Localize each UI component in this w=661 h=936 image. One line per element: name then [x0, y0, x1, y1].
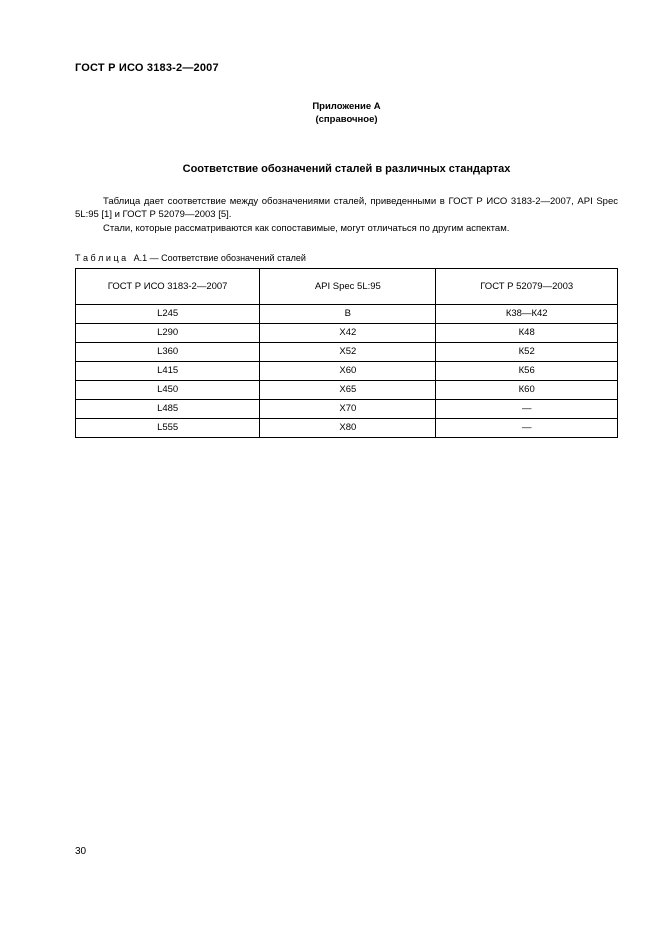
table-row [76, 342, 618, 361]
table-cell: L450 [76, 380, 260, 399]
table-cell: L485 [76, 399, 260, 418]
table-header-gost-iso: ГОСТ Р ИСО 3183-2—2007 [76, 268, 260, 304]
table-cell: К52 [436, 342, 618, 361]
table-cell: X52 [260, 342, 436, 361]
table-header-api-spec: API Spec 5L:95 [260, 268, 436, 304]
table-cell: К56 [436, 361, 618, 380]
table-cell: — [436, 399, 618, 418]
table-row [76, 323, 618, 342]
table-row [76, 418, 618, 437]
table-cell: X65 [260, 380, 436, 399]
table-cell: B [260, 304, 436, 323]
document-header: ГОСТ Р ИСО 3183-2—2007 [75, 62, 219, 74]
table-cell: L290 [76, 323, 260, 342]
page-number: 30 [75, 846, 87, 857]
table-cell: L415 [76, 361, 260, 380]
paragraph-1: Таблица дает соответствие между обозначениями сталей, приведенными в ГОСТ Р ИСО 3183-2—2007, API Spec 5L:95 [1] и ГОСТ Р 52079—2003 [5]. [75, 195, 618, 221]
section-title: Соответствие обозначений сталей в различных стандартах [182, 162, 511, 175]
table-row [76, 399, 618, 418]
table-cell: X80 [260, 418, 436, 437]
body-text [75, 195, 618, 236]
paragraph-2: Стали, которые рассматриваются как сопоставимые, могут отличаться по другим аспектам. [103, 223, 510, 235]
table-cell: К60 [436, 380, 618, 399]
table-cell: X70 [260, 399, 436, 418]
table-row [76, 304, 618, 323]
table-row [76, 380, 618, 399]
table-cell: X60 [260, 361, 436, 380]
steel-designations-table [75, 268, 618, 438]
table-cell: L360 [76, 342, 260, 361]
table-row [76, 361, 618, 380]
table-caption: Т а б л и ц а А.1 — Соответствие обозначений сталей [75, 252, 306, 263]
appendix-title: Приложение А [312, 101, 381, 112]
appendix-subtitle: (справочное) [315, 114, 378, 126]
table-cell: К48 [436, 323, 618, 342]
table-cell: — [436, 418, 618, 437]
table-cell: L245 [76, 304, 260, 323]
table-header-row [76, 268, 618, 304]
table-cell: L555 [76, 418, 260, 437]
appendix-block [75, 100, 618, 127]
table-cell: К38—К42 [436, 304, 618, 323]
table-header-gost-r: ГОСТ Р 52079—2003 [436, 268, 618, 304]
table-cell: X42 [260, 323, 436, 342]
